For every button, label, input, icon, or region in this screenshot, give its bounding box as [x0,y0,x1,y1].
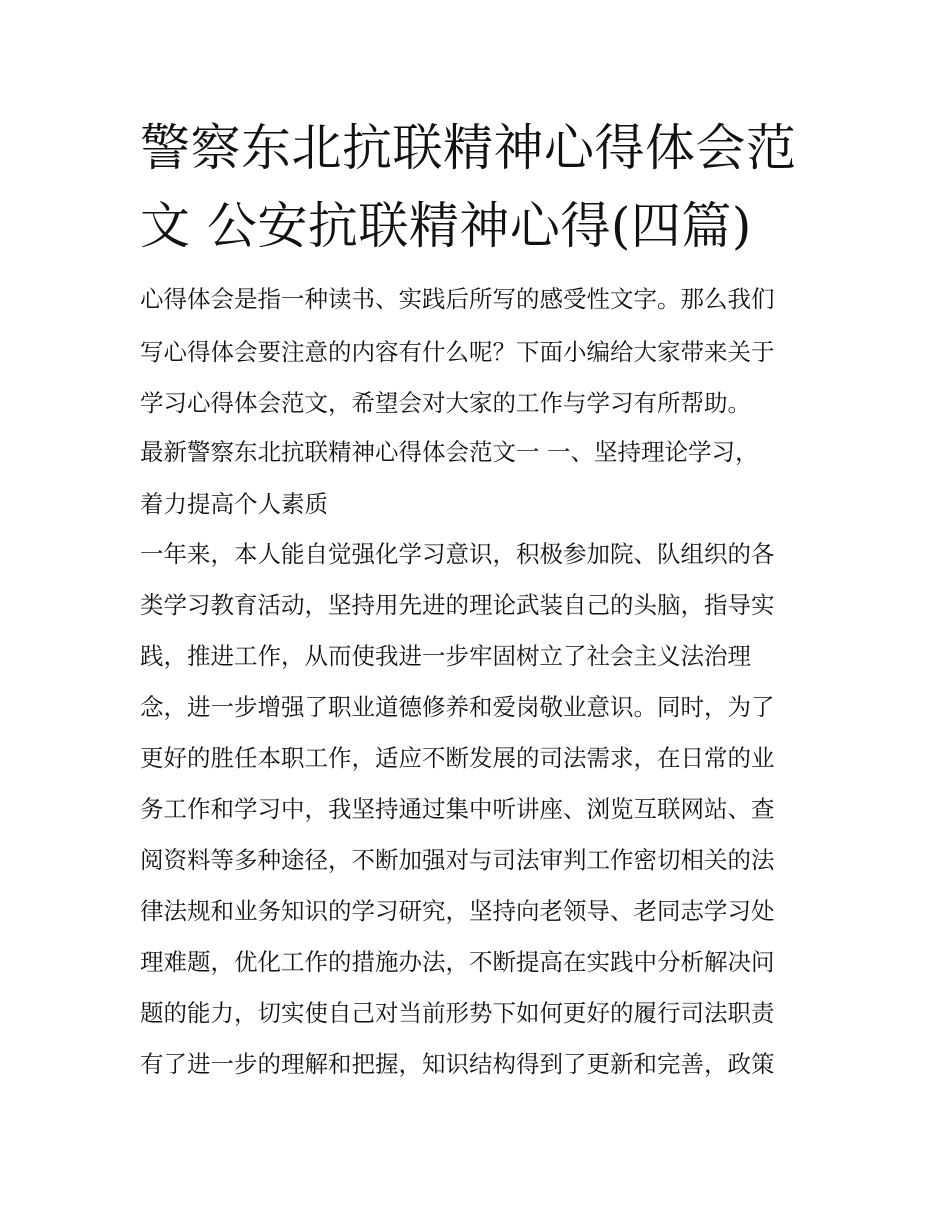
title-line-2: 文 公安抗联精神心得(四篇) [140,197,752,255]
section-heading-line-1: 最新警察东北抗联精神心得体会范文一 一、坚持理论学习， [140,438,759,466]
paragraph-line-1: 一年来，本人能自觉强化学习意识，积极参加院、队组织的各 [140,540,775,568]
paragraph-line-4: 念，进一步增强了职业道德修养和爱岗敬业意识。同时，为了 [140,693,775,721]
paragraph-line-6: 务工作和学习中，我坚持通过集中听讲座、浏览互联网站、查 [140,795,775,823]
paragraph-line-5: 更好的胜任本职工作，适应不断发展的司法需求，在日常的业 [140,744,775,772]
paragraph-line-11: 有了进一步的理解和把握，知识结构得到了更新和完善，政策 [140,1050,775,1078]
paragraph-line-10: 题的能力，切实使自己对当前形势下如何更好的履行司法职责 [140,999,775,1027]
intro-line-1: 心得体会是指一种读书、实践后所写的感受性文字。那么我们 [140,285,775,313]
paragraph-line-8: 律法规和业务知识的学习研究，坚持向老领导、老同志学习处 [140,897,775,925]
paragraph-line-3: 践，推进工作，从而使我进一步牢固树立了社会主义法治理 [140,642,751,670]
intro-line-3: 学习心得体会范文，希望会对大家的工作与学习有所帮助。 [140,389,751,417]
section-heading-line-2: 着力提高个人素质 [140,490,328,518]
paragraph-line-7: 阅资料等多种途径，不断加强对与司法审判工作密切相关的法 [140,846,775,874]
paragraph-line-2: 类学习教育活动，坚持用先进的理论武装自己的头脑，指导实 [140,591,775,619]
intro-line-2: 写心得体会要注意的内容有什么呢？下面小编给大家带来关于 [140,338,775,366]
paragraph-line-9: 理难题，优化工作的措施办法，不断提高在实践中分析解决问 [140,948,775,976]
title-line-1: 警察东北抗联精神心得体会范 [140,119,797,177]
